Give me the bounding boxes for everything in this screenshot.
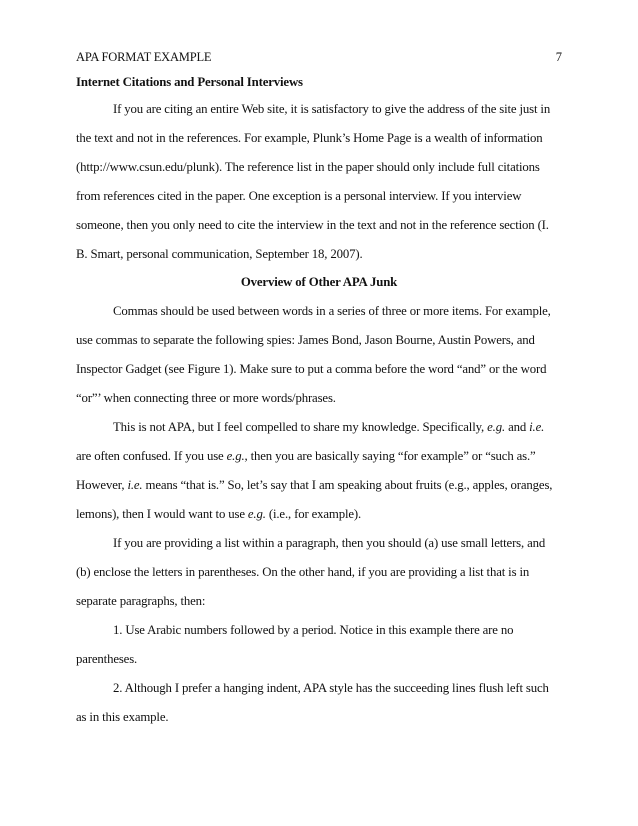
list-item-2-continuation: as in this example. xyxy=(76,710,169,724)
text-run: lemons), then I would want to use xyxy=(76,507,248,521)
text-run: then you are basically saying “for example” or “such as.” xyxy=(247,449,536,463)
italic-term: e.g. xyxy=(487,420,506,434)
running-head: APA FORMAT EXAMPLE xyxy=(76,50,212,64)
paragraph-line xyxy=(76,478,552,493)
paragraph-line: If you are providing a list within a paragraph, then you should (a) use small letters, and xyxy=(113,536,546,550)
paragraph-line: (b) enclose the letters in parentheses. On the other hand, if you are providing a list that is in xyxy=(76,565,530,579)
list-item-1: 1. Use Arabic numbers followed by a period. Notice in this example there are no xyxy=(113,623,514,637)
paragraph-line xyxy=(113,420,544,435)
paragraph-line xyxy=(76,449,536,464)
italic-term: e.g., xyxy=(226,449,248,463)
italic-term: i.e. xyxy=(529,420,545,434)
text-run: and xyxy=(505,420,530,434)
page-number: 7 xyxy=(555,50,562,64)
paragraph-line: B. Smart, personal communication, September 18, 2007). xyxy=(76,247,363,261)
paragraph-line: someone, then you only need to cite the interview in the text and not in the reference section (I. xyxy=(76,218,549,232)
paragraph-line xyxy=(76,507,361,522)
text-run: This is not APA, but I feel compelled to share my knowledge. Specifically, xyxy=(113,420,488,434)
italic-term: e.g. xyxy=(247,507,266,521)
paragraph-line: (http://www.csun.edu/plunk). The reference list in the paper should only include full citations xyxy=(76,160,540,174)
paragraph-line: separate paragraphs, then: xyxy=(76,594,206,608)
paragraph-line: from references cited in the paper. One exception is a personal interview. If you interview xyxy=(76,189,522,203)
paragraph-line: “or”’ when connecting three or more words/phrases. xyxy=(76,391,336,405)
italic-term: i.e. xyxy=(127,478,143,492)
paragraph-line: use commas to separate the following spies: James Bond, Jason Bourne, Austin Powers, and xyxy=(76,333,535,347)
section-heading-overview: Overview of Other APA Junk xyxy=(240,275,398,289)
paragraph-line: If you are citing an entire Web site, it is satisfactory to give the address of the site just in xyxy=(113,102,551,116)
paragraph-line: Commas should be used between words in a series of three or more items. For example, xyxy=(113,304,551,318)
list-item-1-continuation: parentheses. xyxy=(76,652,138,666)
text-run: (i.e., for example). xyxy=(265,507,362,521)
paragraph-line: the text and not in the references. For example, Plunk’s Home Page is a wealth of information xyxy=(76,131,543,145)
paragraph-line: Inspector Gadget (see Figure 1). Make sure to put a comma before the word “and” or the word xyxy=(76,362,547,376)
text-run: However, xyxy=(76,478,128,492)
text-run: means “that is.” So, let’s say that I am speaking about fruits (e.g., apples, oranges, xyxy=(142,478,553,492)
list-item-2: 2. Although I prefer a hanging indent, APA style has the succeeding lines flush left such xyxy=(113,681,549,695)
text-run: are often confused. If you use xyxy=(76,449,227,463)
section-heading-internet-citations: Internet Citations and Personal Interviews xyxy=(76,75,303,89)
page-header xyxy=(76,50,562,68)
